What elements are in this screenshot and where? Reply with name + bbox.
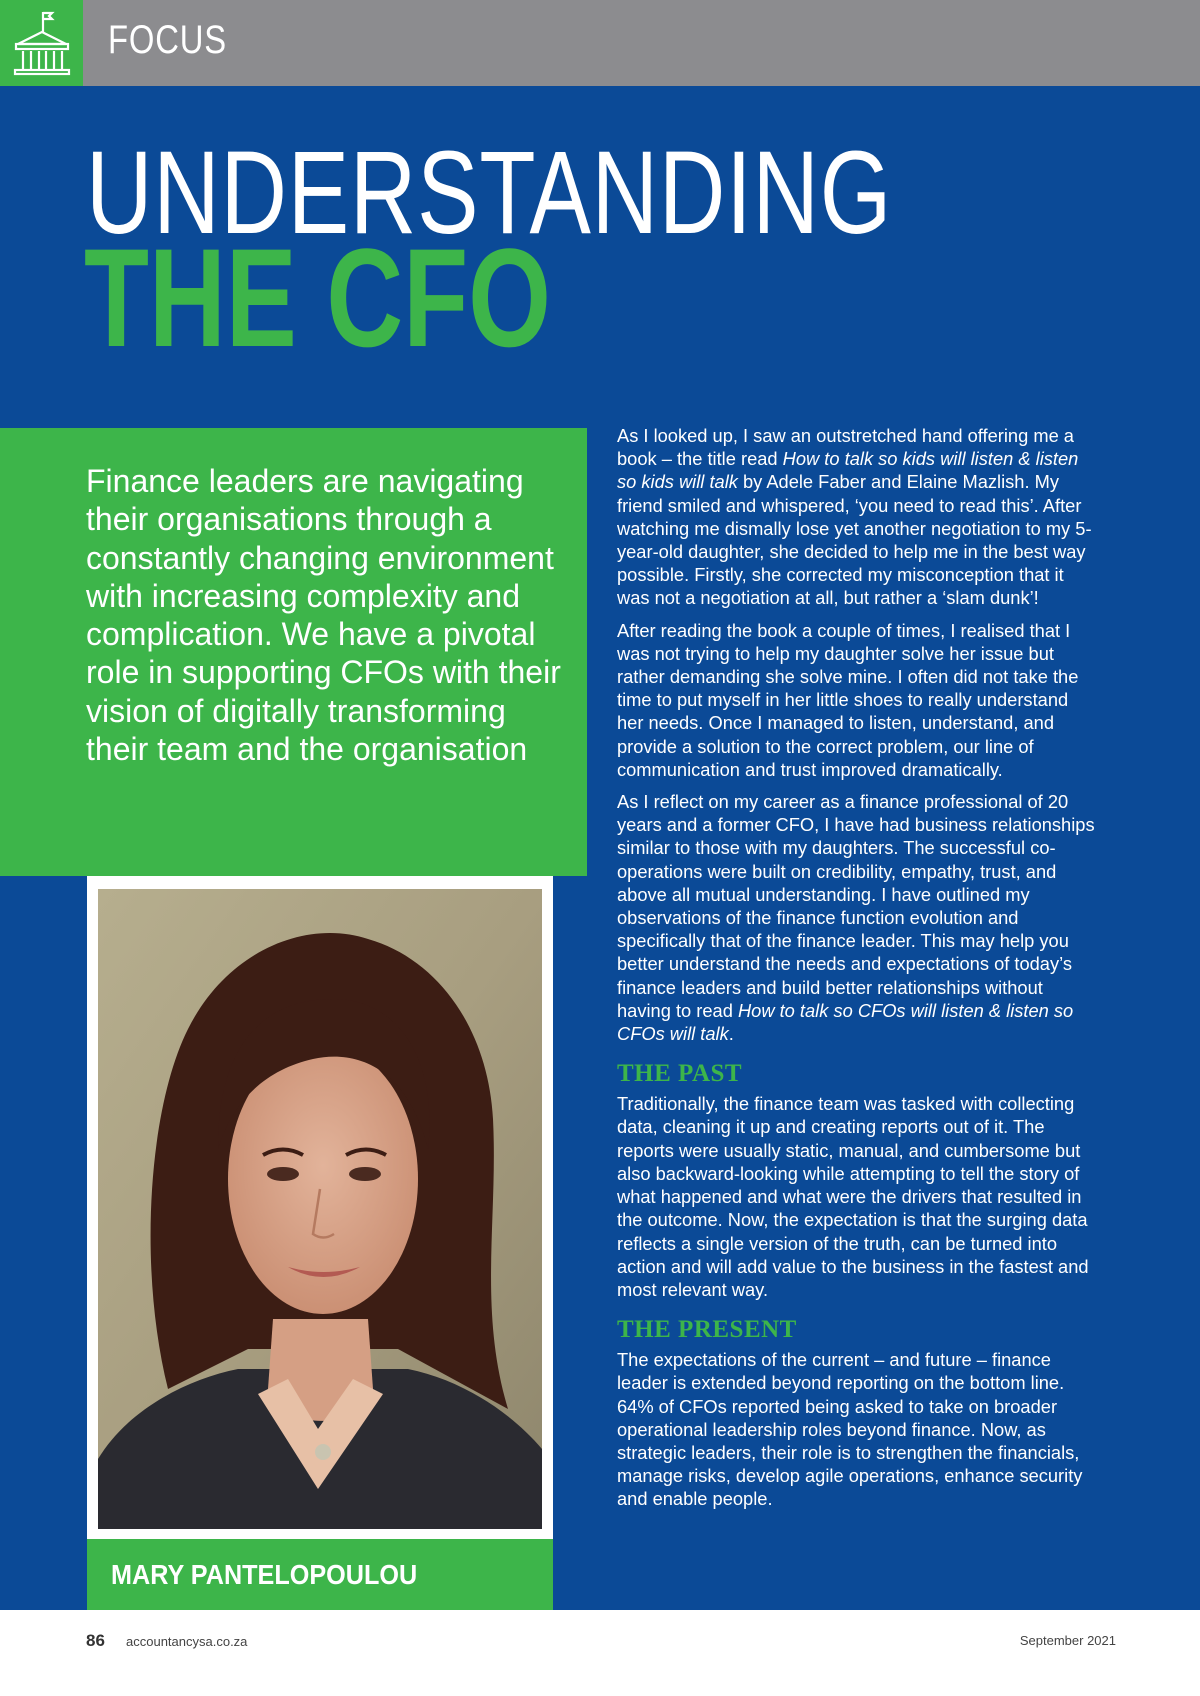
heading-the-past: THE PAST bbox=[617, 1060, 743, 1088]
paragraph-1-text: As I looked up, I saw an outstretched hand offering me a book – the title read bbox=[617, 425, 1074, 470]
title-line-2: THE CFO bbox=[84, 219, 551, 376]
book-title: How to talk so kids will listen & listen so kids will talk bbox=[617, 448, 1079, 493]
intro-text: Finance leaders are navigating their organisations through a constantly changing environment with increasing complexity and complication. We have a pivotal role in supporting CFOs with their vision of digitally transforming their team and the organisation bbox=[86, 463, 561, 768]
paragraph-4: Traditionally, the finance team was tasked with collecting data, cleaning it up and creating reports out of it. The reports were usually static, manual, and cumbersome but also backward-looking while attempting to tell the story of what happened and what were the drivers that resulted in the outcome. Now, the expectation is that the surging data reflects a single version of the truth, can be turned into action and will add value to the business in the fastest and most relevant way. bbox=[617, 1093, 1089, 1300]
paragraph-3 bbox=[617, 790, 1097, 1045]
author-photo bbox=[98, 889, 542, 1529]
title-line-1: UNDERSTANDING bbox=[86, 127, 893, 259]
author-name-box bbox=[87, 1539, 553, 1610]
paragraph-1 bbox=[617, 424, 1097, 610]
paragraph-3-text: As I reflect on my career as a finance professional of 20 years and a former CFO, I have had business relationships similar to those with my daughters. The successful co-operations were built on credibility, empathy, trust, and above all mutual understanding. I have outlined my observations of the finance function evolution and specifically that of the finance leader. This may help you better understand the needs and expectations of today’s finance leaders and build better relationships without having to read bbox=[617, 791, 1095, 1021]
cfo-book-title: How to talk so CFOs will listen & listen so CFOs will talk bbox=[617, 999, 1074, 1045]
paragraph-5: The expectations of the current – and future – finance leader is extended beyond reporting on the bottom line. 64% of CFOs reported being asked to take on broader operational leadership roles beyond finance. Now, as strategic leaders, their role is to strengthen the financials, manage risks, develop agile operations, enhance security and enable people. bbox=[617, 1349, 1083, 1510]
article-body bbox=[617, 424, 1097, 1520]
section-label: FOCUS bbox=[108, 18, 227, 62]
paragraph-1-text-end: by Adele Faber and Elaine Mazlish. My friend smiled and whispered, ‘you need to read this’. After watching me dismally lose yet another negotiation to my 5-year-old daughter, she decided to help me in the best way possible. Firstly, she corrected my misconception that it was not a negotiation at all, but rather a ‘slam dunk’! bbox=[617, 471, 1092, 609]
building-icon bbox=[12, 10, 72, 76]
footer-date: September 2021 bbox=[1019, 1633, 1116, 1648]
page-number: 86 bbox=[86, 1631, 105, 1650]
paragraph-3-text-end: . bbox=[728, 1023, 734, 1045]
author-name: MARY PANTELOPOULOU bbox=[111, 1559, 418, 1590]
section-icon-box bbox=[0, 0, 83, 86]
paragraph-2: After reading the book a couple of times, I realised that I was not trying to help my daughter solve her issue but rather demanding she solve mine. I often did not take the time to put myself in her little shoes to really understand her needs. Once I managed to listen, understand, and provide a solution to the correct problem, our line of communication and trust improved dramatically. bbox=[617, 619, 1079, 780]
heading-the-present: THE PRESENT bbox=[617, 1316, 797, 1344]
footer-website: accountancysa.co.za bbox=[126, 1634, 248, 1649]
